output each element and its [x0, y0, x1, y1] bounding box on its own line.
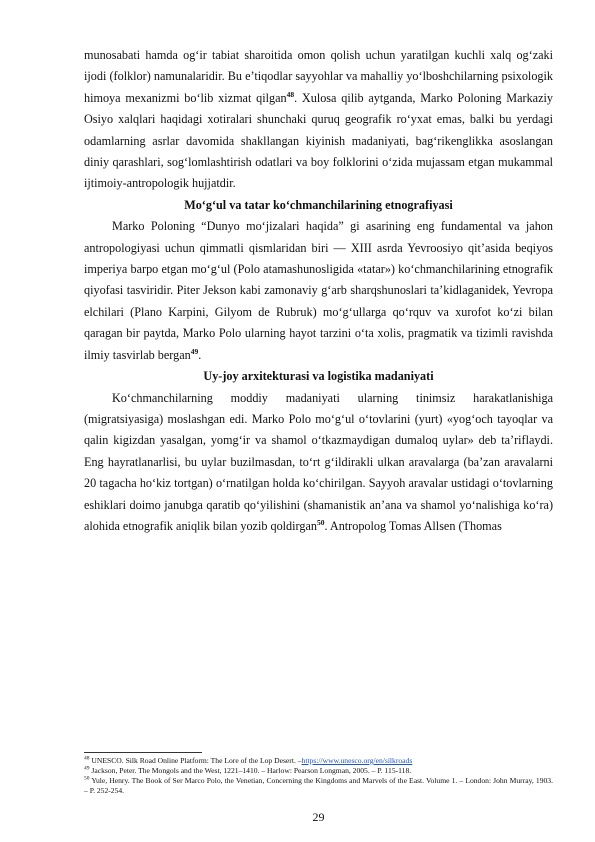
section-heading-ethnography: Mo‘g‘ul va tatar ko‘chmanchilarining etnografiyasi [184, 197, 453, 212]
footnote-number: 48 [84, 755, 90, 762]
footnote-49 [84, 766, 553, 776]
paragraph-1-text: munosabati hamda og‘ir tabiat sharoitida omon qolish uchun yaratilgan kuchli xalq og‘zaki ijodi (folklor) namunalaridir. Bu e’tiqodlar sayyohlar va mahalliy yo‘lboshchilarning psixologik himoya mexanizmi bo‘lib xizmat qilgan [84, 48, 553, 105]
footnote-ref-50[interactable]: 50 [316, 517, 325, 527]
footnotes [84, 752, 553, 796]
paragraph-1 [84, 45, 553, 195]
footnote-number: 49 [84, 765, 90, 772]
main-text [84, 45, 553, 537]
footnote-text: UNESCO. Silk Road Online Platform: The Lore of the Lop Desert. – [89, 756, 302, 765]
paragraph-2 [84, 216, 553, 366]
footnote-link[interactable]: https://www.unesco.org/en/silkroads [301, 756, 413, 765]
footnote-text: Yule, Henry. The Book of Ser Marco Polo, the Venetian, Concerning the Kingdoms and Marvels of the East. Volume 1. – London: John Murray, 1903. – P. 252-254. [84, 776, 553, 795]
paragraph-2-tail: . [198, 347, 202, 362]
footnote-number: 50 [84, 775, 90, 782]
paragraph-3-tail: . Antropolog Tomas Allsen (Thomas [324, 518, 502, 533]
paragraph-2-text: Marko Poloning “Dunyo mo‘jizalari haqida” gi asarining eng fundamental va jahon antropologiyasi uchun qimmatli qismlaridan biri — XIII asrda Yevroosiyo qit’asida beqiyos imperiya barpo etgan mo‘g‘ul (Polo atamashunosligida «tatar») ko‘chmanchilarining etnografik qiyofasi tasviridir. Piter Jekson kabi zamonaviy g‘arb sharqshunoslari ta’kidlaganidek, Yevropa elchilari (Plano Karpini, Gilyom de Rubruk) mo‘g‘ullarga qo‘rquv va xurofot ko‘zi bilan qaragan bir paytda, Marko Polo ularning hayot tarzini o‘ta xolis, pragmatik va tizimli ravishda ilmiy tasvirlab bergan [84, 219, 553, 362]
footnote-48 [84, 756, 553, 766]
paragraph-3 [84, 388, 553, 538]
footnote-text: Jackson, Peter. The Mongols and the West, 1221–1410. – Harlow: Pearson Longman, 2005. – P. 115-118. [89, 766, 412, 775]
footnote-50 [84, 776, 553, 796]
paragraph-3-text: Ko‘chmanchilarning moddiy madaniyati ularning tinimsiz harakatlanishiga (migratsiyasiga) moslashgan edi. Marko Polo mo‘g‘ul o‘tovlarini (yurt) «yog‘och tayoqlar va qalin kigizdan yasalgan, yomg‘ir va shamol o‘tkazmaydigan dumaloq uylar» deb ta’riflaydi. Eng hayratlanarlisi, bu uylar buzilmasdan, to‘rt g‘ildirakli ulkan aravalarga (ba’zan aravalarni 20 tagacha ho‘kiz tortgan) o‘rnatilgan holda ko‘chirilgan. Sayyoh aravalar ustidagi o‘tovlarning eshiklari doimo janubga qaratib qo‘yilishini (shamanistik an’ana va shamol yo‘nalishiga ko‘ra) alohida etnografik aniqlik bilan yozib qoldirgan [84, 390, 553, 533]
footnote-ref-49[interactable]: 49 [190, 346, 199, 356]
footnote-divider [84, 752, 202, 753]
section-heading-architecture: Uy-joy arxitekturasi va logistika madaniyati [203, 369, 434, 384]
footnote-ref-48[interactable]: 48 [286, 89, 295, 99]
page-number: 29 [312, 810, 325, 824]
paragraph-1-tail: . Xulosa qilib aytganda, Marko Poloning Markaziy Osiyo xalqlari haqidagi xotiralari shunchaki quruq geografik ro‘yxat emas, balki bu yerdagi odamlarning asrlar davomida shakllangan kiyinish madaniyati, bag‘rikenglikka asoslangan diniy qarashlari, sog‘lomlashtirish odatlari va boy folklorini o‘zida mujassam etgan mukammal ijtimoiy-antropologik hujjatdir. [84, 90, 553, 191]
